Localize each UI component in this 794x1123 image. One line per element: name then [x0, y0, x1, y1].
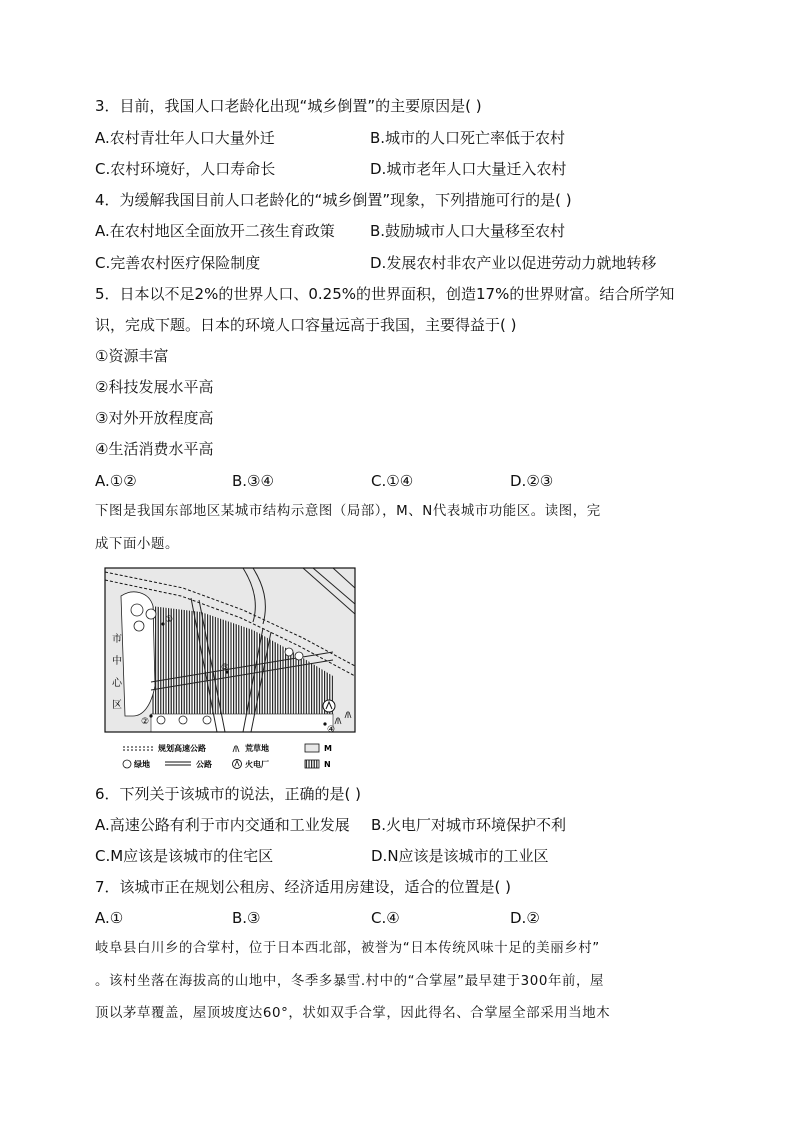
q3-option-d: D.城市老年人口大量迁入农村 — [370, 160, 567, 178]
q7-option-b: B.③ — [232, 909, 261, 927]
q3-option-c: C.农村环境好，人口寿命长 — [95, 160, 276, 178]
legend-power-plant: 火电厂 — [245, 760, 269, 769]
q5-item-4: ④生活消费水平高 — [95, 440, 214, 458]
passage-line2: 。该村坐落在海拔高的山地中，冬季多暴雪.村中的“合掌屋”最早建于300年前，屋 — [95, 974, 604, 989]
q7-option-c: C.④ — [371, 909, 400, 927]
legend-n: N — [324, 760, 331, 769]
city-center-label-3: 心 — [112, 678, 122, 689]
city-center-label-2: 中 — [112, 656, 122, 667]
q6-stem: 6．下列关于该城市的说法，正确的是( ) — [95, 785, 362, 803]
passage-line3: 顶以茅草覆盖，屋顶坡度达60°，状如双手合掌，因此得名、合掌屋全部采用当地木 — [95, 1006, 611, 1021]
q3-option-b: B.城市的人口死亡率低于农村 — [370, 129, 566, 147]
legend-planned-highway: 规划高速公路 — [158, 744, 206, 753]
q6-option-b: B.火电厂对城市环境保护不利 — [371, 816, 567, 834]
marker-3: ③ — [221, 663, 230, 673]
legend-road: 公路 — [196, 760, 212, 769]
q5-option-c: C.①④ — [371, 472, 414, 490]
q4-option-a: A.在农村地区全面放开二孩生育政策 — [95, 222, 335, 240]
intro-line1: 下图是我国东部地区某城市结构示意图（局部），M、N代表城市功能区。读图，完 — [95, 504, 601, 519]
city-center-label-1: 市 — [112, 634, 122, 645]
q5-item-3: ③对外开放程度高 — [95, 409, 214, 427]
map-legend — [123, 743, 332, 769]
q6-option-a: A.高速公路有利于市内交通和工业发展 — [95, 816, 350, 834]
q4-option-b: B.鼓励城市人口大量移至农村 — [370, 222, 566, 240]
bottom-green-band — [151, 714, 333, 732]
city-center-label-4: 区 — [112, 700, 122, 711]
q6-option-d: D.N应该是该城市的工业区 — [371, 847, 549, 865]
q5-item-2: ②科技发展水平高 — [95, 378, 214, 396]
legend-m: M — [324, 744, 332, 753]
q4-option-d: D.发展农村非农产业以促进劳动力就地转移 — [370, 254, 657, 272]
marker-2: ② — [141, 717, 150, 727]
q3-option-a: A.农村青壮年人口大量外迁 — [95, 129, 275, 147]
q4-stem: 4．为缓解我国目前人口老龄化的“城乡倒置”现象，下列措施可行的是( ) — [95, 191, 572, 209]
q7-stem: 7．该城市正在规划公租房、经济适用房建设，适合的位置是( ) — [95, 878, 512, 896]
marker-4: ④ — [327, 725, 336, 735]
legend-wasteland: 荒草地 — [245, 744, 269, 753]
intro-line2: 成下面小题。 — [95, 537, 179, 552]
q5-item-1: ①资源丰富 — [95, 347, 169, 365]
q5-stem-line1: 5．日本以不足2%的世界人口、0.25%的世界面积，创造17%的世界财富。结合所学知 — [95, 285, 675, 303]
q6-option-c: C.M应该是该城市的住宅区 — [95, 847, 274, 865]
q4-option-c: C.完善农村医疗保险制度 — [95, 254, 261, 272]
passage-line1: 岐阜县白川乡的合掌村，位于日本西北部，被誉为“日本传统风味十足的美丽乡村” — [95, 941, 600, 956]
q5-option-d: D.②③ — [510, 472, 554, 490]
q3-stem: 3．目前，我国人口老龄化出现“城乡倒置”的主要原因是( ) — [95, 97, 482, 115]
marker-1: ① — [165, 615, 174, 625]
q5-option-b: B.③④ — [232, 472, 274, 490]
city-structure-map — [103, 566, 359, 776]
q5-stem-line2: 识，完成下题。日本的环境人口容量远高于我国，主要得益于( ) — [95, 316, 517, 334]
q7-option-a: A.① — [95, 909, 124, 927]
legend-green: 绿地 — [134, 760, 150, 769]
q5-option-a: A.①② — [95, 472, 137, 490]
q7-option-d: D.② — [510, 909, 540, 927]
